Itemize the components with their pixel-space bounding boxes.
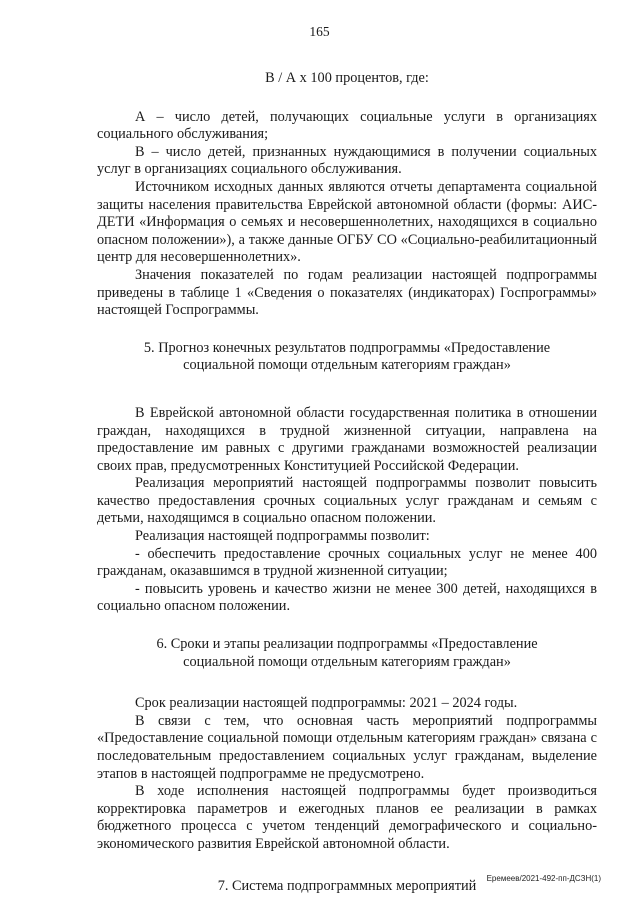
section-5-paragraph: В Еврейской автономной области государственная политика в отношении граждан, находящихся в трудной жизненной ситуации, направлена на предоставление им равных с другими гражданами возможностей реализации своих прав, предусмотренных Конституцией Российской Федерации. [97, 404, 597, 474]
source-paragraph: Источником исходных данных являются отчеты департамента социальной защиты населения правительства Еврейской автономной области (формы: АИС-ДЕТИ «Информация о семьях и несовершеннолетних, находящихся в социально опасном положении»), а также данные ОГБУ СО «Социально-реабилитационный центр для несовершеннолетних». [97, 178, 597, 266]
section-6-paragraph: В ходе исполнения настоящей подпрограммы будет производиться корректировка параметров и ежегодных планов ее реализации в рамках бюджетного процесса с учетом тенденций демографического и социально-экономического развития Еврейской автономной области. [97, 783, 597, 852]
section-5-paragraph: Реализация мероприятий настоящей подпрограммы позволит повысить качество предоставления срочных социальных услуг гражданам и семьям с детьми, находящимся в социально опасном положении. [97, 475, 597, 527]
section-5-heading-line-2: социальной помощи отдельным категориям граждан» [183, 357, 511, 374]
section-6-paragraph: Срок реализации настоящей подпрограммы: 2021 – 2024 годы. [135, 695, 518, 712]
page-number: 165 [309, 24, 330, 39]
definition-b: В – число детей, признанных нуждающимися в получении социальных услуг в организациях социального обслуживания. [97, 143, 597, 178]
definition-a: А – число детей, получающих социальные услуги в организациях социального обслуживания; [97, 108, 597, 143]
values-paragraph: Значения показателей по годам реализации настоящей подпрограммы приведены в таблице 1 «Сведения о показателях (индикаторах) Госпрограммы» настоящей Госпрограммы. [97, 266, 597, 319]
formula-line: В / А х 100 процентов, где: [265, 70, 429, 86]
section-7-heading: 7. Система подпрограммных мероприятий [217, 877, 477, 894]
section-5-heading [97, 340, 597, 375]
section-5-paragraph: Реализация настоящей подпрограммы позволит: [135, 528, 430, 545]
section-6-heading-line-1: 6. Сроки и этапы реализации подпрограммы «Предоставление [156, 636, 538, 653]
document-body [97, 70, 597, 895]
section-5-list-item: - повысить уровень и качество жизни не менее 300 детей, находящихся в социально опасном положении. [97, 580, 597, 615]
section-5-heading-line-1: 5. Прогноз конечных результатов подпрограммы «Предоставление [143, 339, 551, 356]
section-6-paragraph: В связи с тем, что основная часть мероприятий подпрограммы «Предоставление социальной помощи отдельным категориям граждан» связана с последовательным предоставлением социальных услуг гражданам, выделение этапов в настоящей подпрограмме не предусмотрено. [97, 712, 597, 782]
section-6-heading-line-2: социальной помощи отдельным категориям граждан» [183, 653, 511, 670]
section-6-heading [97, 636, 597, 671]
section-5-list-item: - обеспечить предоставление срочных социальных услуг не менее 400 гражданам, оказавшимся в трудной жизненной ситуации; [97, 545, 597, 580]
document-registration-code: Еремеев/2021-492-пп-ДСЗН(1) [486, 874, 601, 883]
